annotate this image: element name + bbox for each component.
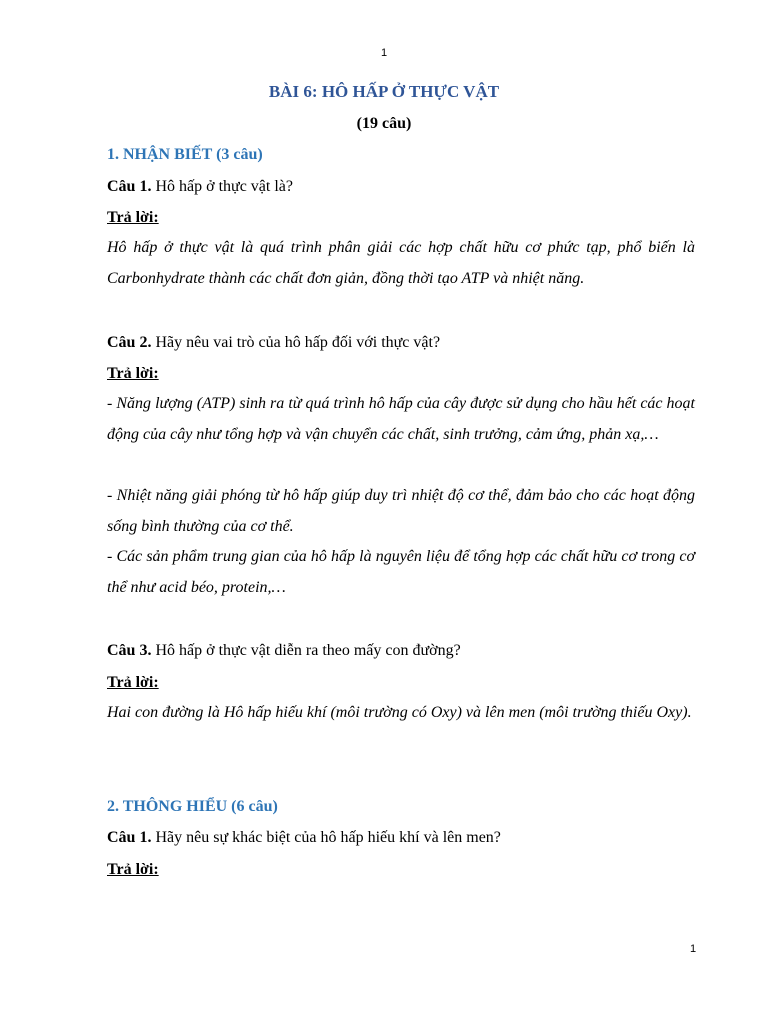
question-1-text: Hô hấp ở thực vật là?	[151, 178, 293, 195]
page-number-bottom: 1	[690, 943, 697, 955]
page-number-top: 1	[380, 47, 388, 59]
answer-1-label: Trả lời:	[107, 209, 159, 226]
answer-2-point-3: - Các sản phẩm trung gian của hô hấp là nguyên liệu để tổng hợp các chất hữu cơ trong cơ thể như acid béo, protein,…	[107, 548, 695, 596]
answer-3-text: Hai con đường là Hô hấp hiếu khí (môi trường có Oxy) và lên men (môi trường thiếu Oxy).	[107, 704, 692, 721]
question-4-label: Câu 1.	[107, 829, 152, 846]
question-count: (19 câu)	[356, 115, 412, 132]
question-2-label: Câu 2.	[107, 334, 152, 351]
section-heading-recognition: 1. NHẬN BIẾT (3 câu)	[107, 146, 263, 163]
answer-3-label: Trả lời:	[107, 674, 159, 691]
answer-4-label: Trả lời:	[107, 861, 159, 878]
question-3	[107, 641, 695, 661]
answer-2-label: Trả lời:	[107, 365, 159, 382]
lesson-title: BÀI 6: HÔ HẤP Ở THỰC VẬT	[268, 82, 500, 101]
answer-1-text: Hô hấp ở thực vật là quá trình phân giải các hợp chất hữu cơ phức tạp, phổ biến là Carbonhydrate thành các chất đơn giản, đồng thời tạo ATP và nhiệt năng.	[107, 239, 695, 287]
question-1	[107, 177, 695, 197]
question-2	[107, 333, 695, 353]
question-3-text: Hô hấp ở thực vật diễn ra theo mấy con đường?	[151, 642, 461, 659]
section-heading-understanding: 2. THÔNG HIỂU (6 câu)	[107, 798, 278, 815]
question-1-label: Câu 1.	[107, 178, 152, 195]
question-3-label: Câu 3.	[107, 642, 152, 659]
question-2-text: Hãy nêu vai trò của hô hấp đối với thực vật?	[151, 334, 441, 351]
answer-2-point-1: - Năng lượng (ATP) sinh ra từ quá trình hô hấp của cây được sử dụng cho hầu hết các hoạt động của cây như tổng hợp và vận chuyển các chất, sinh trưởng, cảm ứng, phản xạ,…	[107, 395, 695, 443]
question-4-text: Hãy nêu sự khác biệt của hô hấp hiếu khí và lên men?	[151, 829, 501, 846]
question-4	[107, 828, 695, 848]
answer-2-point-2: - Nhiệt năng giải phóng từ hô hấp giúp duy trì nhiệt độ cơ thể, đảm bảo cho các hoạt động sống bình thường của cơ thể.	[107, 487, 695, 535]
